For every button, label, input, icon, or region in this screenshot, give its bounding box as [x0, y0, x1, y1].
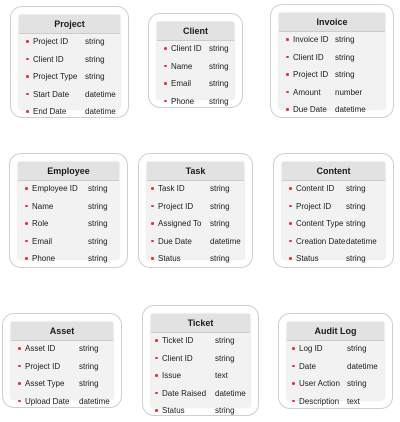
bullet-icon	[25, 240, 28, 243]
bullet-icon	[164, 100, 167, 103]
field-type: string	[346, 219, 366, 228]
field-name: Name	[32, 201, 54, 211]
field-type: string	[335, 70, 355, 79]
entity-asset	[2, 313, 122, 408]
field-name: Client ID	[33, 54, 64, 64]
field-name: Project ID	[296, 201, 332, 211]
field-name: Asset Type	[25, 379, 65, 388]
field-type: string	[215, 336, 235, 345]
bullet-icon	[155, 357, 158, 360]
field-type: string	[335, 52, 355, 62]
field-row	[282, 181, 385, 199]
field-type: string	[346, 184, 366, 193]
field-list	[18, 181, 119, 269]
field-type: string	[79, 344, 99, 353]
field-type: string	[210, 201, 230, 211]
entity-card	[147, 162, 244, 263]
field-name: Status	[296, 254, 319, 263]
bullet-icon	[155, 409, 158, 412]
entity-title: Task	[147, 162, 244, 181]
bullet-icon	[155, 392, 158, 395]
bullet-icon	[26, 58, 29, 61]
bullet-icon	[292, 382, 295, 385]
field-row	[157, 59, 234, 77]
field-name: End Date	[33, 107, 67, 116]
field-type: datetime	[347, 361, 378, 371]
entity-card	[287, 322, 384, 406]
bullet-icon	[155, 339, 158, 342]
bullet-icon	[292, 347, 295, 350]
entity-invoice	[270, 4, 394, 118]
field-type: string	[88, 184, 108, 193]
field-type: string	[210, 219, 230, 228]
field-row	[279, 102, 385, 120]
entity-ticket	[142, 305, 259, 416]
field-row	[18, 181, 119, 199]
bullet-icon	[155, 374, 158, 377]
field-name: Email	[32, 236, 53, 246]
field-type: datetime	[346, 236, 377, 246]
field-type: string	[209, 79, 229, 88]
field-list	[19, 34, 120, 122]
field-row	[18, 251, 119, 269]
entity-title: Ticket	[151, 314, 250, 333]
field-row	[151, 403, 250, 421]
bullet-icon	[289, 187, 292, 190]
field-row	[147, 199, 244, 217]
field-type: number	[335, 87, 363, 97]
field-row	[18, 234, 119, 252]
field-type: string	[79, 361, 99, 371]
entity-task	[138, 153, 253, 268]
field-list	[287, 341, 384, 411]
bullet-icon	[151, 240, 154, 243]
field-row	[287, 341, 384, 359]
field-type: string	[335, 35, 355, 44]
field-name: Task ID	[158, 184, 185, 193]
field-name: Amount	[293, 87, 321, 97]
field-name: Client ID	[162, 353, 193, 363]
bullet-icon	[25, 205, 28, 208]
bullet-icon	[164, 47, 167, 50]
field-type: string	[85, 72, 105, 81]
field-type: text	[215, 371, 228, 380]
field-row	[18, 216, 119, 234]
entity-card	[279, 13, 385, 114]
field-row	[287, 376, 384, 394]
field-type: string	[209, 44, 229, 53]
field-name: Project ID	[25, 361, 61, 371]
field-list	[282, 181, 385, 269]
field-name: Creation Date	[296, 236, 346, 246]
field-name: Due Date	[158, 236, 192, 246]
field-list	[279, 32, 385, 120]
field-row	[157, 94, 234, 112]
field-name: Employee ID	[32, 184, 78, 193]
bullet-icon	[25, 187, 28, 190]
entity-card	[157, 22, 234, 106]
field-list	[157, 41, 234, 111]
field-row	[282, 234, 385, 252]
field-row	[151, 386, 250, 404]
field-name: Asset ID	[25, 344, 56, 353]
field-type: datetime	[215, 388, 246, 398]
field-type: string	[346, 254, 366, 263]
field-type: string	[79, 379, 99, 388]
bullet-icon	[286, 108, 289, 111]
field-name: Log ID	[299, 344, 323, 353]
field-row	[151, 351, 250, 369]
field-name: Project Type	[33, 72, 78, 81]
bullet-icon	[164, 65, 167, 68]
field-name: Phone	[171, 96, 195, 106]
field-row	[11, 376, 113, 394]
bullet-icon	[286, 91, 289, 94]
field-name: Project ID	[33, 37, 69, 46]
field-type: string	[209, 96, 229, 106]
bullet-icon	[18, 347, 21, 350]
entity-audit-log	[278, 313, 393, 409]
field-name: Due Date	[293, 105, 327, 114]
bullet-icon	[25, 257, 28, 260]
field-row	[11, 394, 113, 412]
field-name: Start Date	[33, 89, 70, 99]
field-row	[151, 333, 250, 351]
entity-client	[148, 13, 243, 108]
bullet-icon	[26, 40, 29, 43]
bullet-icon	[151, 257, 154, 260]
entity-card	[151, 314, 250, 415]
field-name: Invoice ID	[293, 35, 329, 44]
field-row	[19, 52, 120, 70]
entity-title: Audit Log	[287, 322, 384, 341]
entity-title: Content	[282, 162, 385, 181]
field-type: string	[210, 184, 230, 193]
field-type: datetime	[85, 107, 116, 116]
field-name: Status	[158, 254, 181, 263]
field-row	[279, 67, 385, 85]
field-row	[282, 216, 385, 234]
field-row	[147, 234, 244, 252]
field-list	[147, 181, 244, 269]
field-name: Description	[299, 396, 340, 406]
bullet-icon	[151, 222, 154, 225]
bullet-icon	[286, 73, 289, 76]
field-type: datetime	[79, 396, 110, 406]
bullet-icon	[151, 187, 154, 190]
field-type: text	[347, 396, 360, 406]
field-type: string	[88, 219, 108, 228]
field-type: string	[88, 254, 108, 263]
field-name: User Action	[299, 379, 340, 388]
field-row	[147, 251, 244, 269]
field-type: string	[85, 37, 105, 46]
field-row	[282, 251, 385, 269]
entity-title: Invoice	[279, 13, 385, 32]
field-row	[11, 341, 113, 359]
field-row	[279, 85, 385, 103]
field-name: Content ID	[296, 184, 335, 193]
entity-title: Asset	[11, 322, 113, 341]
field-row	[147, 181, 244, 199]
field-row	[282, 199, 385, 217]
bullet-icon	[164, 82, 167, 85]
bullet-icon	[26, 93, 29, 96]
field-row	[279, 32, 385, 50]
field-row	[287, 359, 384, 377]
field-type: string	[346, 201, 366, 211]
entity-card	[11, 322, 113, 406]
field-name: Role	[32, 219, 49, 228]
field-row	[157, 76, 234, 94]
field-name: Status	[162, 406, 185, 415]
field-type: datetime	[210, 236, 241, 246]
entity-project	[10, 6, 129, 118]
field-row	[19, 104, 120, 122]
bullet-icon	[286, 56, 289, 59]
field-list	[11, 341, 113, 411]
field-row	[18, 199, 119, 217]
entity-card	[18, 162, 119, 263]
field-name: Project ID	[158, 201, 194, 211]
bullet-icon	[286, 38, 289, 41]
field-name: Email	[171, 79, 192, 88]
bullet-icon	[25, 222, 28, 225]
field-name: Content Type	[296, 219, 344, 228]
entity-content	[273, 153, 394, 268]
field-type: string	[88, 201, 108, 211]
field-name: Assigned To	[158, 219, 202, 228]
bullet-icon	[18, 382, 21, 385]
field-name: Issue	[162, 371, 182, 380]
field-name: Client ID	[293, 52, 324, 62]
field-row	[279, 50, 385, 68]
bullet-icon	[289, 240, 292, 243]
field-type: string	[210, 254, 230, 263]
bullet-icon	[289, 205, 292, 208]
entity-card	[19, 15, 120, 116]
field-name: Phone	[32, 254, 56, 263]
entity-employee	[9, 153, 128, 268]
entity-title: Project	[19, 15, 120, 34]
field-row	[147, 216, 244, 234]
bullet-icon	[289, 222, 292, 225]
bullet-icon	[151, 205, 154, 208]
field-type: string	[85, 54, 105, 64]
bullet-icon	[26, 110, 29, 113]
field-name: Date	[299, 361, 316, 371]
field-type: string	[88, 236, 108, 246]
field-name: Ticket ID	[162, 336, 194, 345]
field-row	[151, 368, 250, 386]
field-row	[287, 394, 384, 412]
field-name: Upload Date	[25, 396, 70, 406]
field-type: string	[209, 61, 229, 71]
field-type: string	[215, 353, 235, 363]
field-type: datetime	[85, 89, 116, 99]
field-row	[11, 359, 113, 377]
field-row	[19, 87, 120, 105]
bullet-icon	[289, 257, 292, 260]
entity-card	[282, 162, 385, 263]
field-list	[151, 333, 250, 421]
field-type: string	[347, 344, 367, 353]
field-row	[19, 34, 120, 52]
bullet-icon	[292, 365, 295, 368]
bullet-icon	[26, 75, 29, 78]
bullet-icon	[292, 400, 295, 403]
field-row	[157, 41, 234, 59]
field-name: Name	[171, 61, 193, 71]
entity-title: Employee	[18, 162, 119, 181]
field-type: string	[347, 379, 367, 388]
bullet-icon	[18, 400, 21, 403]
field-type: datetime	[335, 105, 366, 114]
field-name: Project ID	[293, 70, 329, 79]
field-name: Client ID	[171, 44, 202, 53]
field-type: string	[215, 406, 235, 415]
field-row	[19, 69, 120, 87]
bullet-icon	[18, 365, 21, 368]
entity-title: Client	[157, 22, 234, 41]
field-name: Date Raised	[162, 388, 207, 398]
